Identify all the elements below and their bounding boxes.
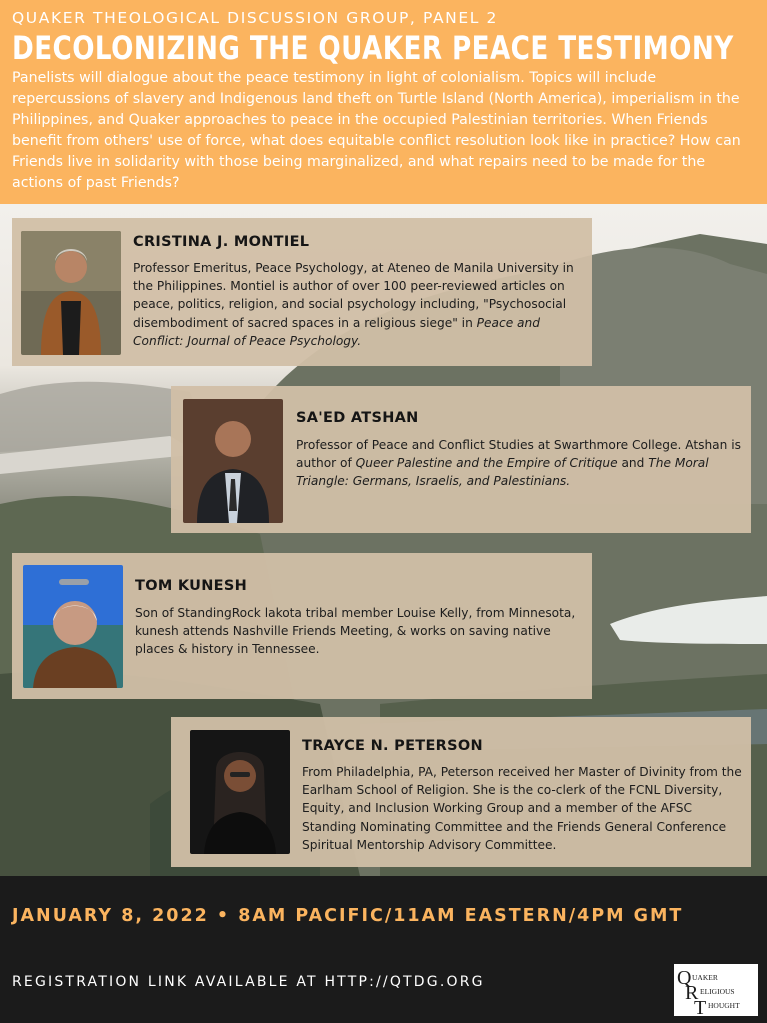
event-title: DECOLONIZING THE QUAKER PEACE TESTIMONY [12, 29, 734, 67]
panelist-card-atshan [171, 386, 751, 533]
publication-title: The Moral Triangle: Germans, Israelis, and Palestinians. [296, 456, 709, 489]
panelist-card-montiel [12, 218, 592, 366]
panelist-name: CRISTINA J. MONTIEL [133, 234, 310, 250]
panelist-bio [133, 259, 585, 350]
publication-title: Peace and Conflict: Journal of Peace Psychology. [133, 315, 540, 348]
header-banner [0, 0, 767, 204]
footer-bar [0, 876, 767, 1023]
svg-text:T: T [694, 997, 707, 1016]
panelist-photo-peterson [190, 730, 290, 854]
svg-text:UAKER: UAKER [692, 973, 718, 982]
panelist-card-peterson [171, 717, 751, 867]
panelist-bio [135, 604, 585, 659]
panelist-bio [302, 763, 742, 854]
qrt-logo [674, 964, 758, 1016]
event-kicker: QUAKER THEOLOGICAL DISCUSSION GROUP, PANEL 2 [12, 9, 498, 27]
bio-text: Son of StandingRock lakota tribal member Louise Kelly, from Minnesota, kunesh attends Nashville Friends Meeting, & works on saving native places & history in Tennessee. [135, 606, 576, 657]
bio-text: Professor of Peace and Conflict Studies at Swarthmore College. Atshan is author of [296, 438, 741, 471]
bio-text: Professor Emeritus, Peace Psychology, at Ateneo de Manila University in the Philippines. Montiel is author of over 100 peer-reviewed articles on peace, politics, religion, and social psychology including, "Psychosocial disembodiment of sacred spaces in a religious siege" in [133, 261, 574, 330]
landscape-background [0, 204, 767, 876]
panelist-bio [296, 436, 741, 491]
svg-text:Q: Q [677, 967, 692, 989]
event-description: Panelists will dialogue about the peace testimony in light of colonialism. Topics will include repercussions of slavery and Indigenous land theft on Turtle Island (North America), imperialism in the Philippines, and Quaker approaches to peace in the occupied Palestinian territories. When Friends benefit from others' use of force, what does equitable conflict resolution look like in practice? How can Friends live in solidarity with those being marginalized, and what repairs need to be made for the actions of past Friends? [12, 70, 741, 191]
panelist-photo-atshan [183, 399, 283, 523]
bio-text: and [617, 456, 649, 471]
panelist-name: TRAYCE N. PETERSON [302, 738, 483, 754]
panelist-photo-kunesh [23, 565, 123, 688]
panelist-name: TOM KUNESH [135, 578, 248, 594]
panelist-card-kunesh [12, 553, 592, 699]
bio-text: From Philadelphia, PA, Peterson received her Master of Divinity from the Earlham School of Religion. She is the co-clerk of the FCNL Diversity, Equity, and Inclusion Working Group and a member of the AFSC Standing Nominating Committee and the Friends General Conference Spiritual Mentorship Advisory Committee. [302, 765, 742, 852]
panelist-photo-montiel [21, 231, 121, 355]
svg-text:R: R [685, 982, 699, 1004]
panelist-name: SA'ED ATSHAN [296, 410, 419, 426]
event-date-time: JANUARY 8, 2022 • 8AM PACIFIC/11AM EASTERN/4PM GMT [12, 906, 684, 926]
svg-text:ELIGIOUS: ELIGIOUS [700, 987, 735, 996]
registration-link-text: REGISTRATION LINK AVAILABLE AT HTTP://QTDG.ORG [12, 974, 485, 990]
publication-title: Queer Palestine and the Empire of Critique [355, 456, 618, 471]
svg-text:HOUGHT: HOUGHT [708, 1001, 740, 1010]
